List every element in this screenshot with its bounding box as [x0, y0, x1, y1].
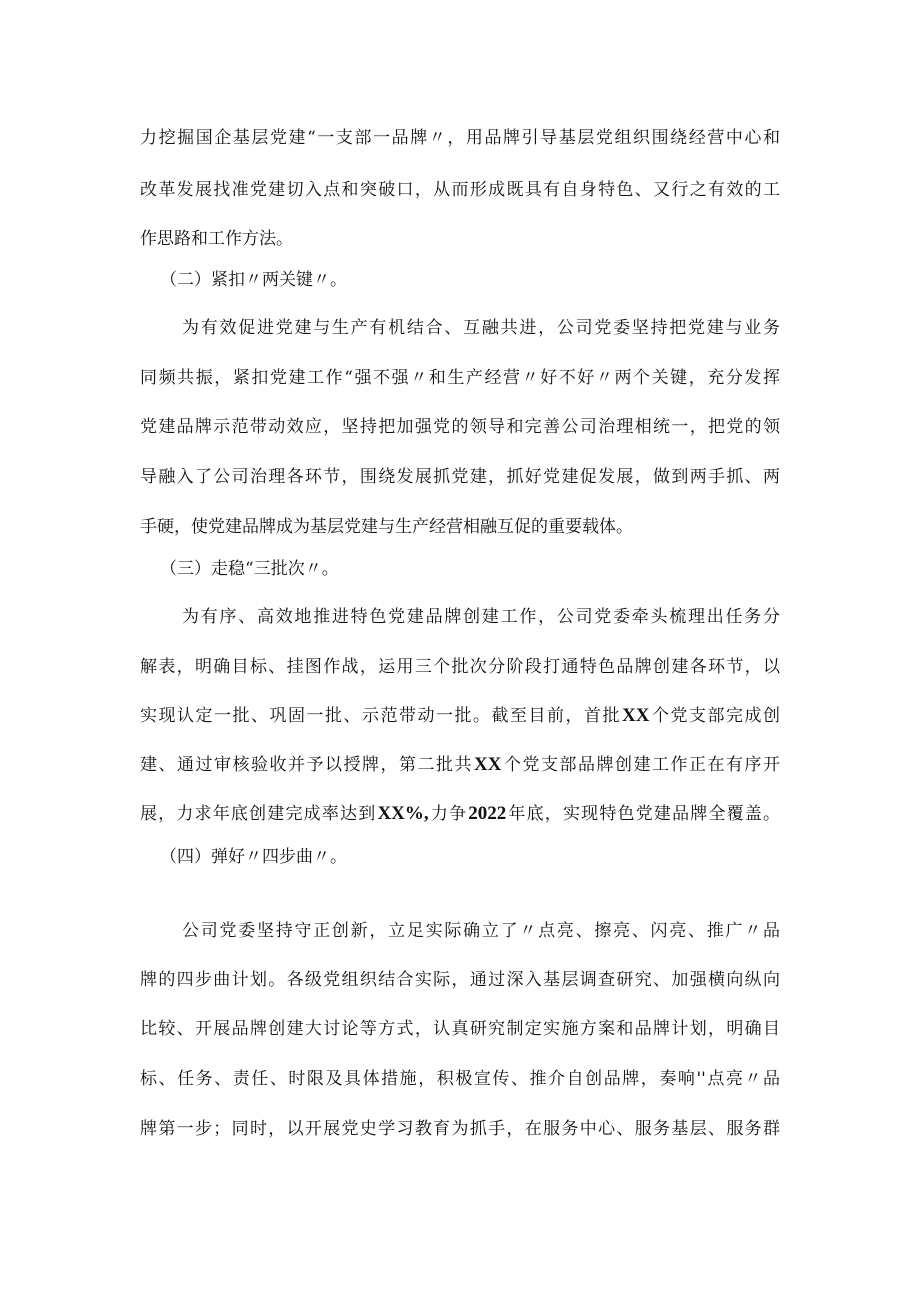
- line-text: 为有效促进党建与生产有机结合、互融共进，公司党委坚持把党建与业务: [182, 318, 780, 338]
- paragraph-line: [0, 222, 920, 256]
- line-text-part: 个党支部品牌创建工作正在有序开: [502, 755, 781, 775]
- line-text: 标、任务、责任、时限及具体措施，积极宣传、推介自创品牌，奏响''点亮〃品: [140, 1069, 780, 1089]
- paragraph-line: [0, 1012, 920, 1046]
- line-text: 同频共振，紧扣党建工作“强不强〃和生产经营〃好不好〃两个关键，充分发挥: [140, 368, 780, 388]
- line-text: 解表，明确目标、挂图作战，运用三个批次分阶段打通特色品牌创建各环节，以: [140, 657, 780, 677]
- line-text: 为有序、高效地推进特色党建品牌创建工作，公司党委牵头梳理出任务分: [182, 607, 780, 627]
- paragraph-line: [0, 410, 920, 444]
- line-text: 公司党委坚持守正创新，立足实际确立了〃点亮、擦亮、闪亮、推广〃品: [182, 921, 780, 941]
- line-text: 导融入了公司治理各环节，围绕发展抓党建，抓好党建促发展，做到两手抓、两: [140, 467, 780, 487]
- line-text-part: 力争: [429, 804, 468, 824]
- line-text: 手硬，使党建品牌成为基层党建与生产经营相融互促的重要载体。: [140, 517, 633, 537]
- line-text: 作思路和工作方法。: [140, 229, 293, 249]
- paragraph-line: [0, 510, 920, 544]
- line-text: 牌第一步；同时，以开展党史学习教育为抓手，在服务中心、服务基层、服务群: [140, 1119, 780, 1139]
- line-text: 党建品牌示范带动效应，坚持把加强党的领导和完善公司治理相统一，把党的领: [140, 417, 780, 437]
- paragraph-line: [0, 361, 920, 395]
- paragraph-line: [0, 460, 920, 494]
- bold-count: XX: [622, 705, 650, 726]
- section-heading-text: （三）走稳“三批次〃。: [160, 559, 339, 579]
- paragraph-line: [0, 121, 920, 155]
- line-text-part: 年底，实现特色党建品牌全覆盖。: [507, 804, 781, 824]
- paragraph-line: [0, 650, 920, 684]
- paragraph-line: [0, 600, 920, 634]
- paragraph-line: [0, 963, 920, 997]
- section-heading-text: （二）紧扣〃两关键〃。: [160, 270, 347, 290]
- line-text: 力挖掘国企基层党建“一支部一品牌〃，用品牌引导基层党组织围绕经营中心和: [140, 128, 780, 148]
- line-text-part: 实现认定一批、巩固一批、示范带动一批。截至目前，首批: [140, 706, 622, 726]
- paragraph-line-with-bold: [0, 748, 920, 782]
- bold-percentage: XX%,: [377, 803, 429, 824]
- section-heading-4: [0, 840, 920, 874]
- line-text: 改革发展找准党建切入点和突破口，从而形成既具有自身特色、又行之有效的工: [140, 180, 780, 200]
- paragraph-line: [0, 311, 920, 345]
- mixed-line-text: [140, 797, 780, 831]
- paragraph-line: [0, 914, 920, 948]
- mixed-line-text: [140, 748, 780, 782]
- bold-year: 2022: [468, 803, 507, 824]
- line-text: 牌的四步曲计划。各级党组织结合实际，通过深入基层调查研究、加强横向纵向: [140, 970, 780, 990]
- paragraph-line: [0, 1112, 920, 1146]
- paragraph-line: [0, 1062, 920, 1096]
- paragraph-line-with-bold: [0, 699, 920, 733]
- section-heading-text: （四）弹好〃四步曲〃。: [160, 847, 347, 867]
- line-text-part: 展，力求年底创建完成率达到: [140, 804, 377, 824]
- section-heading-3: [0, 552, 920, 586]
- line-text-part: 个党支部完成创: [650, 706, 781, 726]
- line-text-part: 建、通过审核验收并予以授牌，第二批共: [140, 755, 474, 775]
- mixed-line-text: [140, 699, 780, 733]
- bold-count: XX: [474, 754, 502, 775]
- section-heading-2: [0, 263, 920, 297]
- paragraph-line-with-bold: [0, 797, 920, 831]
- paragraph-line: [0, 173, 920, 207]
- line-text: 比较、开展品牌创建大讨论等方式，认真研究制定实施方案和品牌计划，明确目: [140, 1019, 780, 1039]
